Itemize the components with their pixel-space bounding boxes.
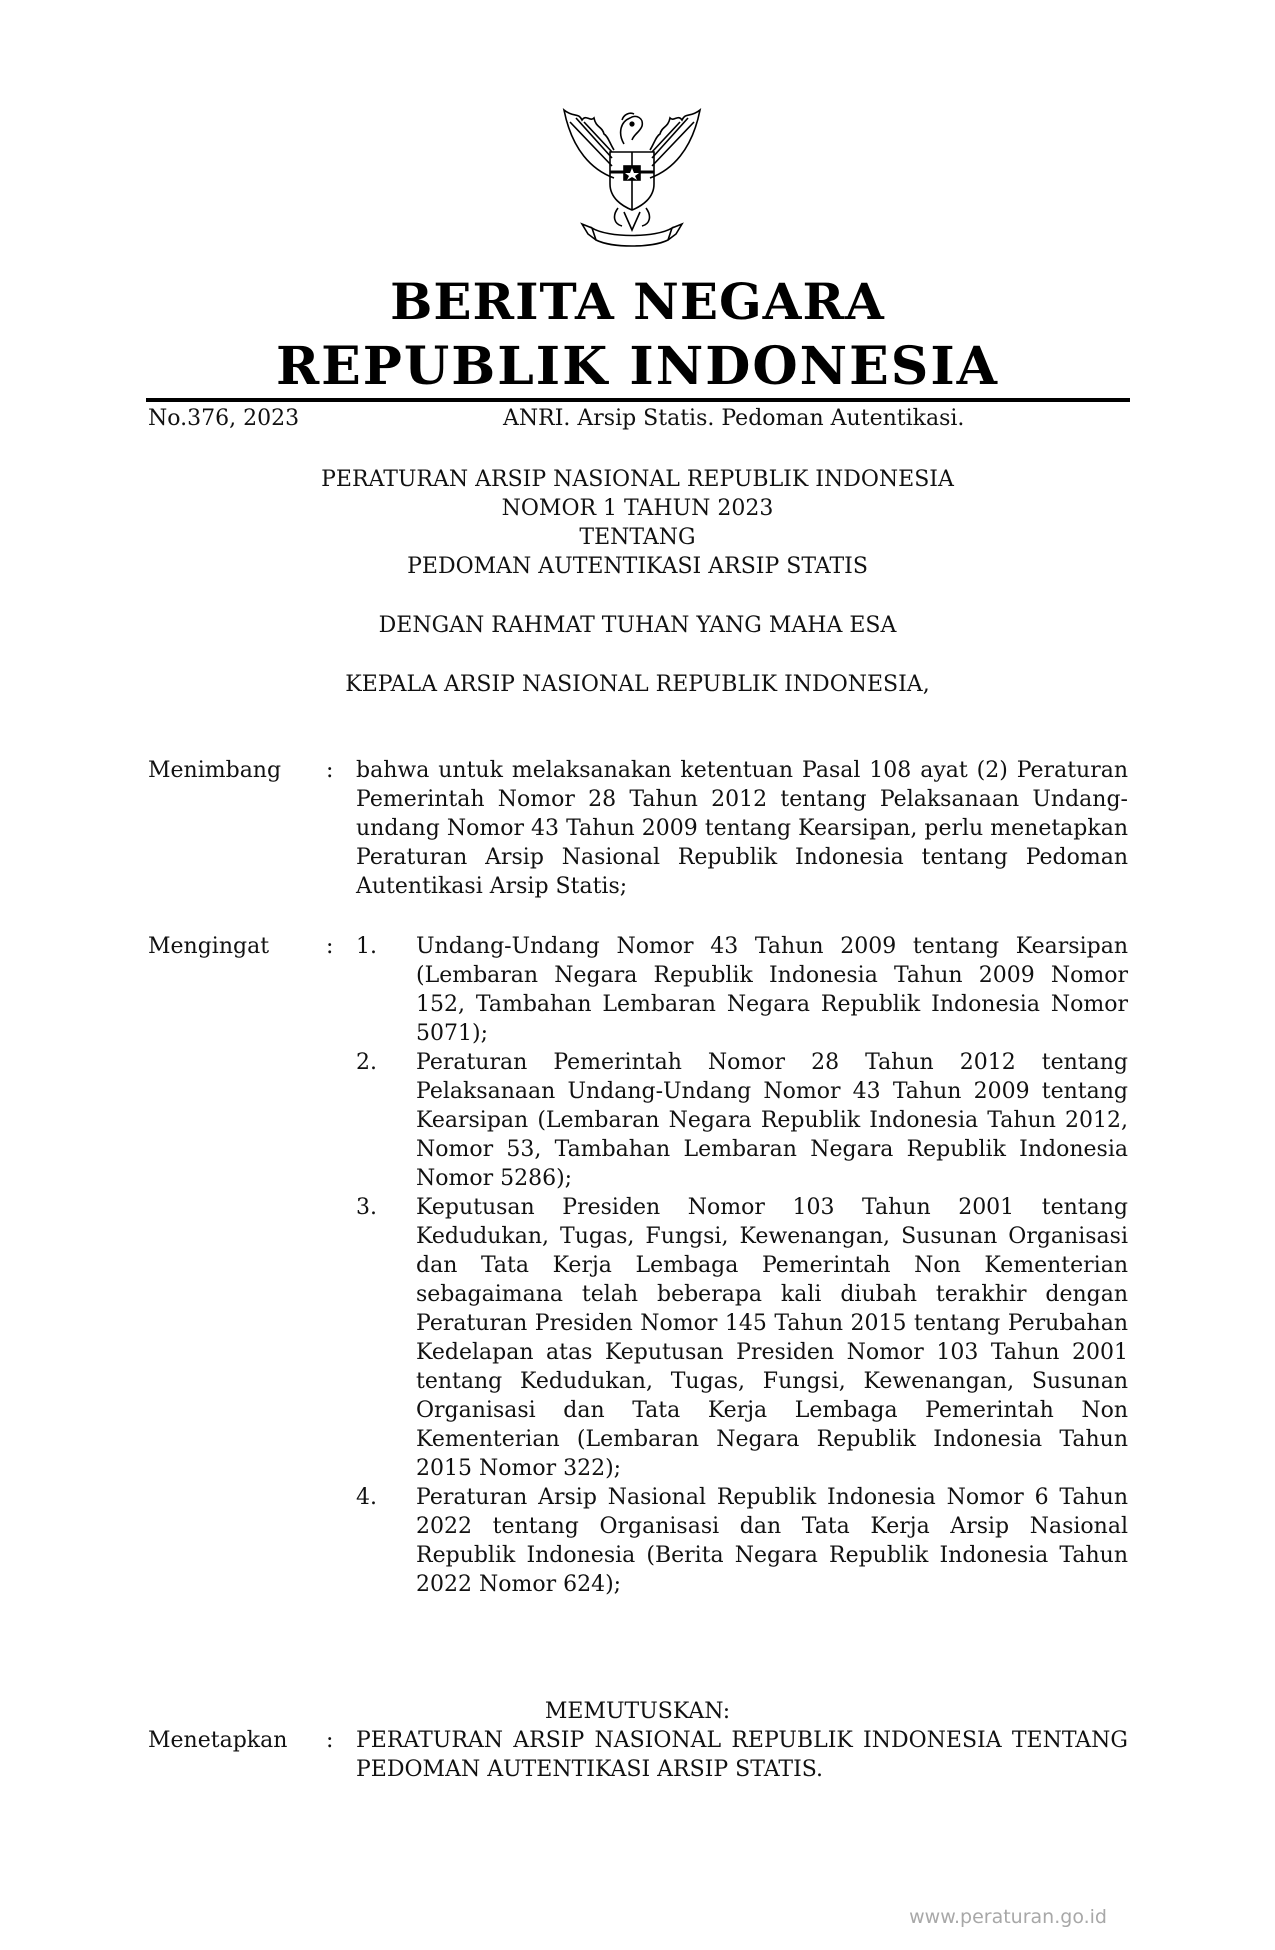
document-number: No.376, 2023 [148, 406, 300, 431]
menetapkan-colon: : [326, 1728, 334, 1753]
footer-url: www.peraturan.go.id [909, 1906, 1107, 1928]
masthead-title: BERITA NEGARA [390, 272, 885, 331]
mengingat-colon: : [326, 934, 334, 959]
list-item-text: Peraturan Pemerintah Nomor 28 Tahun 2012 tentang Pelaksanaan Undang-Undang Nomor 43 Tahun 2009 tentang Kearsipan (Lembaran Negara Republik Indonesia Tahun 2012, Nomor 53, Tambahan Lembaran Negara Republik Indonesia Nomor 5286); [416, 1050, 1128, 1191]
masthead-divider [146, 398, 1130, 402]
list-item [356, 1193, 1128, 1483]
memutuskan-heading: MEMUTUSKAN: [544, 1699, 731, 1724]
garuda-emblem-icon [552, 100, 712, 250]
mengingat-list [356, 932, 1128, 1599]
regulation-heading [0, 465, 1275, 581]
kepala-line: KEPALA ARSIP NASIONAL REPUBLIK INDONESIA, [345, 672, 930, 697]
list-item-number: 4. [356, 1485, 377, 1510]
heading-line: PEDOMAN AUTENTIKASI ARSIP STATIS [407, 554, 868, 579]
list-item [356, 1048, 1128, 1193]
list-item-text: Keputusan Presiden Nomor 103 Tahun 2001 tentang Kedudukan, Tugas, Fungsi, Kewenangan, Susunan Organisasi dan Tata Kerja Lembaga Pemerintah Non Kementerian sebagaimana telah beberapa kali diubah terakhir dengan Peraturan Presiden Nomor 145 Tahun 2015 tentang Perubahan Kedelapan atas Keputusan Presiden Nomor 103 Tahun 2001 tentang Kedudukan, Tugas, Fungsi, Kewenangan, Susunan Organisasi dan Tata Kerja Lembaga Pemerintah Non Kementerian (Lembaran Negara Republik Indonesia Tahun 2015 Nomor 322); [416, 1195, 1128, 1481]
document-subject: ANRI. Arsip Statis. Pedoman Autentikasi. [503, 406, 965, 431]
menetapkan-label: Menetapkan [148, 1728, 288, 1753]
menimbang-text: bahwa untuk melaksanakan ketentuan Pasal 108 ayat (2) Peraturan Pemerintah Nomor 28 Tahun 2012 tentang Pelaksanaan Undang-undang Nomor 43 Tahun 2009 tentang Kearsipan, perlu menetapkan Peraturan Arsip Nasional Republik Indonesia tentang Pedoman Autentikasi Arsip Statis; [356, 758, 1128, 899]
list-item-text: Peraturan Arsip Nasional Republik Indonesia Nomor 6 Tahun 2022 tentang Organisasi dan Tata Kerja Arsip Nasional Republik Indonesia (Berita Negara Republik Indonesia Tahun 2022 Nomor 624); [416, 1485, 1128, 1597]
menetapkan-text: PERATURAN ARSIP NASIONAL REPUBLIK INDONESIA TENTANG PEDOMAN AUTENTIKASI ARSIP STATIS. [356, 1728, 1128, 1782]
list-item-number: 1. [356, 934, 377, 959]
menimbang-colon: : [326, 758, 334, 783]
list-item-text: Undang-Undang Nomor 43 Tahun 2009 tentang Kearsipan (Lembaran Negara Republik Indonesia Tahun 2009 Nomor 152, Tambahan Lembaran Negara Republik Indonesia Nomor 5071); [416, 934, 1128, 1046]
list-item [356, 1483, 1128, 1599]
list-item-number: 2. [356, 1050, 377, 1075]
list-item [356, 932, 1128, 1048]
menimbang-label: Menimbang [148, 758, 282, 783]
mengingat-label: Mengingat [148, 934, 270, 959]
rahmat-line: DENGAN RAHMAT TUHAN YANG MAHA ESA [378, 613, 897, 638]
heading-line: PERATURAN ARSIP NASIONAL REPUBLIK INDONESIA [321, 467, 954, 492]
masthead-subtitle: REPUBLIK INDONESIA [275, 336, 1000, 397]
heading-line: TENTANG [579, 525, 696, 550]
list-item-number: 3. [356, 1195, 377, 1220]
heading-line: NOMOR 1 TAHUN 2023 [501, 496, 774, 521]
